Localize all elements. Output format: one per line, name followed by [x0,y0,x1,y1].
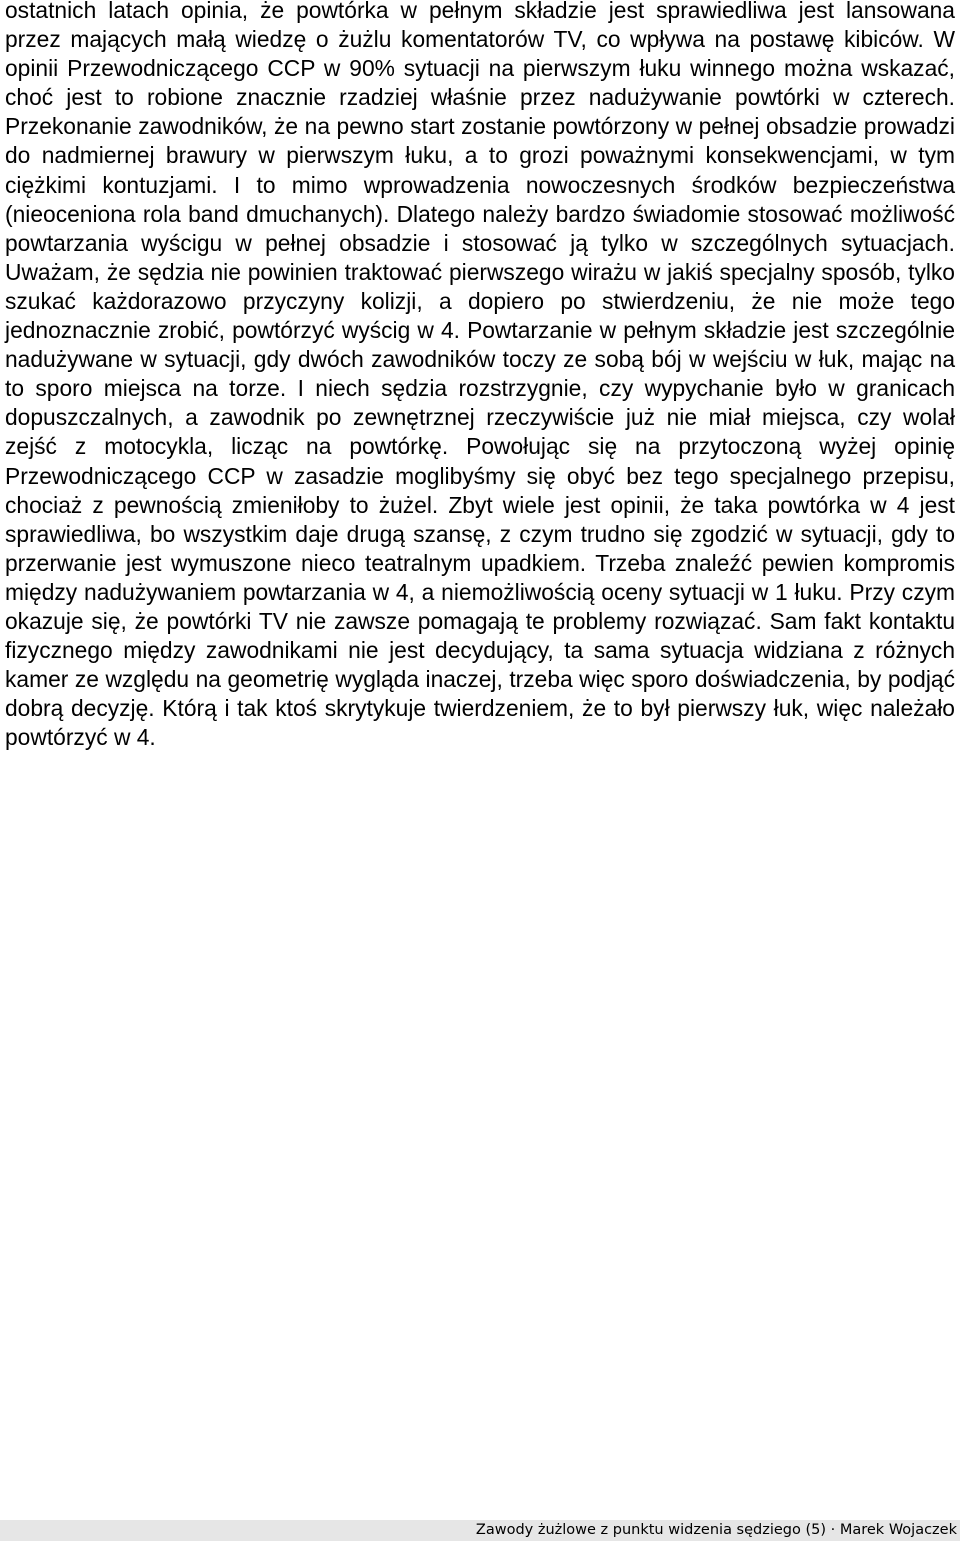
body-paragraph: ostatnich latach opinia, że powtórka w pełnym składzie jest sprawiedliwa jest lansowana przez mających małą wiedzę o żużlu komentatorów TV, co wpływa na postawę kibiców. W opinii Przewodniczącego CCP w 90% sytuacji na pierwszym łuku winnego można wskazać, choć jest to robione znacznie rzadziej właśnie przez nadużywanie powtórki w czterech. Przekonanie zawodników, że na pewno start zostanie powtórzony w pełnej obsadzie prowadzi do nadmiernej brawury w pierwszym łuku, a to grozi poważnymi konsekwencjami, w tym ciężkimi kontuzjami. I to mimo wprowadzenia nowoczesnych środków bezpieczeństwa (nieoceniona rola band dmuchanych). Dlatego należy bardzo świadomie stosować możliwość powtarzania wyścigu w pełnej obsadzie i stosować ją tylko w szczególnych sytuacjach. Uważam, że sędzia nie powinien traktować pierwszego wirażu w jakiś specjalny sposób, tylko szukać każdorazowo przyczyny kolizji, a dopiero po stwierdzeniu, że nie może tego jednoznacznie zrobić, powtórzyć wyścig w 4. Powtarzanie w pełnym składzie jest szczególnie nadużywane w sytuacji, gdy dwóch zawodników toczy ze sobą bój w wejściu w łuk, mając na to sporo miejsca na torze. I niech sędzia rozstrzygnie, czy wypychanie było w granicach dopuszczalnych, a zawodnik po zewnętrznej rzeczywiście już nie miał miejsca, czy wolał zejść z motocykla, licząc na powtórkę. Powołując się na przytoczoną wyżej opinię Przewodniczącego CCP w zasadzie moglibyśmy się obyć bez tego specjalnego przepisu, chociaż z pewnością zmieniłoby to żużel. Zbyt wiele jest opinii, że taka powtórka w 4 jest sprawiedliwa, bo wszystkim daje drugą szansę, z czym trudno się zgodzić w sytuacji, gdy to przerwanie jest wymuszone nieco teatralnym upadkiem. Trzeba znaleźć pewien kompromis między nadużywaniem powtarzania w 4, a niemożliwością oceny sytuacji w 1 łuku. Przy czym okazuje się, że powtórki TV nie zawsze pomagają te problemy rozwiązać. Sam fakt kontaktu fizycznego między zawodnikami nie jest decydujący, ta sama sytuacja widziana z różnych kamer ze względu na geometrię wygląda inaczej, trzeba więc sporo doświadczenia, by podjąć dobrą decyzję. Którą i tak ktoś skrytykuje twierdzeniem, że to był pierwszy łuk, więc należało powtórzyć w 4. [5,0,955,751]
page-body [5,0,955,752]
page-footer [0,1520,960,1541]
footer-text: Zawody żużlowe z punktu widzenia sędziego (5) · Marek Wojaczek [475,1522,957,1538]
